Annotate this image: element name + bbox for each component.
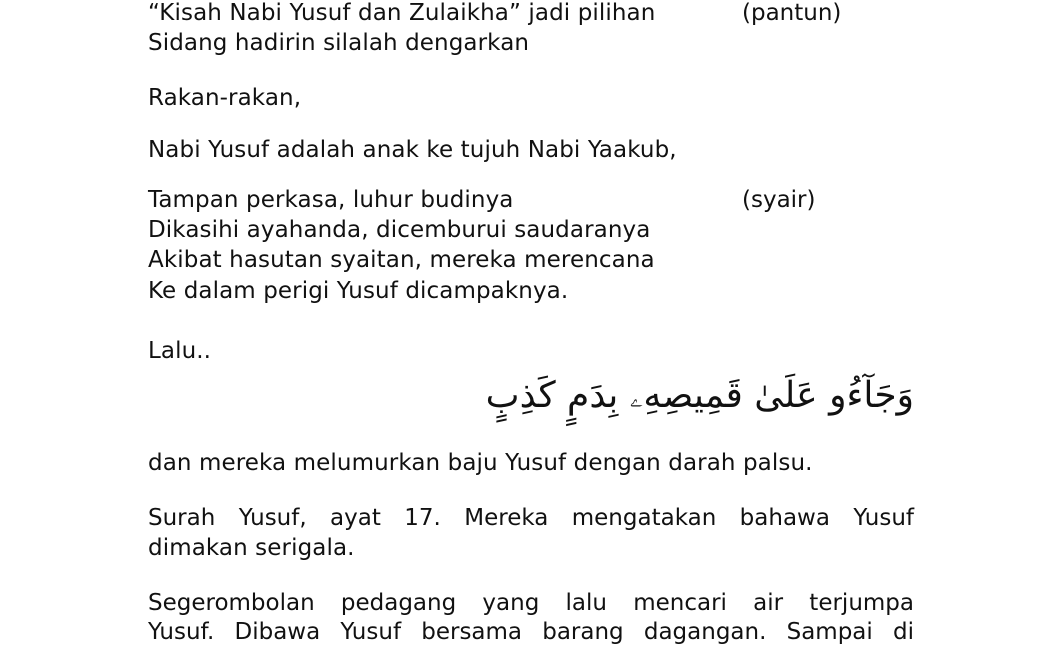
pantun-line-1: “Kisah Nabi Yusuf dan Zulaikha” jadi pilihan — [148, 0, 656, 26]
paragraph-1-line-1: Surah Yusuf, ayat 17. Mereka mengatakan bahawa Yusuf — [148, 505, 914, 531]
greeting-line: Rakan-rakan, — [148, 85, 302, 111]
pantun-tag: (pantun) — [742, 0, 842, 26]
paragraph-2-line-2: Yusuf. Dibawa Yusuf bersama barang dagangan. Sampai di — [148, 619, 914, 645]
quran-verse-arabic: وَجَآءُو عَلَىٰ قَمِيصِهِۦ بِدَمٍ كَذِبٍ — [485, 375, 914, 416]
syair-line-4: Ke dalam perigi Yusuf dicampaknya. — [148, 278, 569, 304]
syair-line-2: Dikasihi ayahanda, dicemburui saudaranya — [148, 217, 651, 243]
verse-translation: dan mereka melumurkan baju Yusuf dengan darah palsu. — [148, 450, 813, 476]
paragraph-1-line-2: dimakan serigala. — [148, 535, 355, 561]
intro-line: Nabi Yusuf adalah anak ke tujuh Nabi Yaakub, — [148, 137, 677, 163]
pantun-line-2: Sidang hadirin silalah dengarkan — [148, 30, 530, 56]
syair-tag: (syair) — [742, 187, 816, 213]
syair-line-3: Akibat hasutan syaitan, mereka merencana — [148, 247, 655, 273]
syair-line-1: Tampan perkasa, luhur budinya — [148, 187, 514, 213]
transition-line: Lalu.. — [148, 338, 212, 364]
paragraph-2-line-1: Segerombolan pedagang yang lalu mencari air terjumpa — [148, 590, 914, 616]
